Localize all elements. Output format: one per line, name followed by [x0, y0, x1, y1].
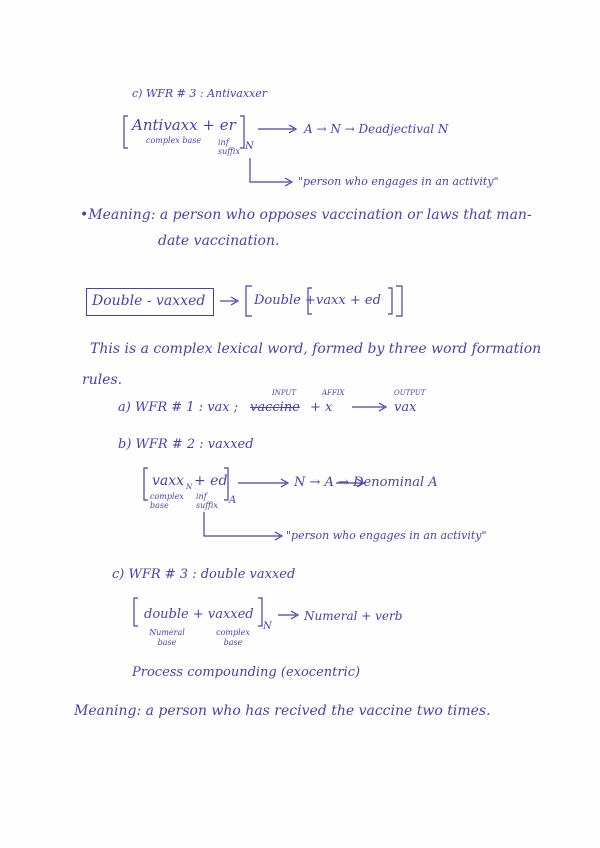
wfr2-arrow-text-2: "person who engages in an activity" — [286, 529, 487, 542]
wfr3-arrow-text: Numeral + verb — [304, 609, 403, 623]
arrow-down-wfr2 — [204, 512, 280, 536]
bracket-left-wfr2 — [144, 468, 148, 500]
wfr2-arrow-text-1: N → A → Denominal A — [294, 475, 438, 490]
wfr1-output: vax — [394, 400, 417, 415]
label-complex-base-1: complex base — [146, 136, 202, 145]
label-inf-suffix-1: inf suffix — [218, 138, 240, 156]
subscript-n-1: N — [245, 141, 254, 152]
small-input: INPUT — [272, 389, 297, 397]
wfr3-subscript: N — [263, 621, 272, 632]
inner-bracket-right — [388, 288, 392, 314]
meaning-line-1: •Meaning: a person who opposes vaccination or laws that man- — [80, 207, 532, 223]
arrow-text-2: "person who engages in an activity" — [298, 175, 499, 188]
meaning-line-2: date vaccination. — [158, 233, 280, 249]
intro-line-1: This is a complex lexical word, formed by three word formation — [90, 341, 542, 357]
process-line: Process compounding (exocentric) — [132, 665, 361, 680]
meaning-line-final: Meaning: a person who has recived the vaccine two times. — [74, 703, 491, 719]
wfr2-label-complex-base: complex base — [150, 492, 184, 510]
wfr3-heading-1: c) WFR # 3 : Antivaxxer — [132, 87, 267, 100]
intro-line-2: rules. — [82, 372, 123, 388]
wfr2-subscript: A — [229, 495, 237, 506]
wfr3-heading-2: c) WFR # 3 : double vaxxed — [112, 567, 296, 582]
wfr2-bracket-word: vaxx — [152, 473, 185, 489]
arrow-text-1: A → N → Deadjectival N — [304, 122, 449, 136]
wfr2-label-inf-suffix: inf suffix — [196, 492, 218, 510]
wfr3-label-complex-base: complex base — [216, 628, 250, 647]
bracket-left-1 — [124, 116, 128, 148]
small-affix: AFFIX — [322, 389, 345, 397]
boxed-term: Double - vaxxed — [92, 293, 206, 309]
arrow-down-line-1 — [250, 158, 290, 182]
big-bracket-right — [396, 286, 402, 316]
bracket-right-wfr3 — [258, 598, 262, 626]
wfr1-rest: + x — [310, 400, 333, 415]
wfr1-strike: vaccine — [250, 400, 300, 415]
wfr2-heading: b) WFR # 2 : vaxxed — [118, 437, 254, 452]
wfr2-suffix: + ed — [194, 473, 228, 489]
bracket-left-wfr3 — [134, 598, 138, 626]
wfr1-label: a) WFR # 1 : vax ; — [118, 400, 239, 415]
structure-inner: vaxx + ed — [316, 293, 381, 308]
wfr2-subscript-n: N — [186, 483, 193, 491]
wfr3-label-numeral-base: Numeral base — [149, 628, 185, 647]
structure-left: Double + — [254, 293, 316, 308]
small-output: OUTPUT — [394, 389, 426, 397]
big-bracket-left — [246, 286, 252, 316]
wfr3-bracket-word: double + vaxxed — [144, 607, 254, 622]
bracket-word-1: Antivaxx + er — [132, 116, 236, 134]
